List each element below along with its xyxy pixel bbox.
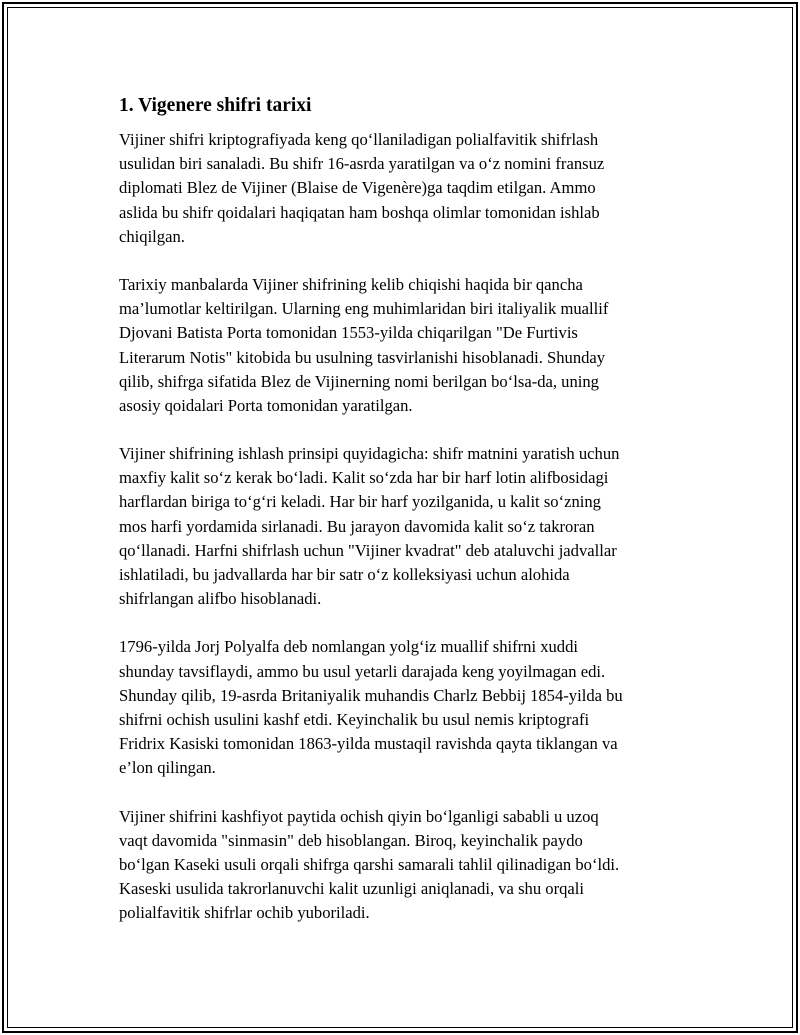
paragraph-line: Djovani Batista Porta tomonidan 1553-yilda chiqarilgan "De Furtivis — [119, 323, 578, 343]
paragraph-line: qo‘llanadi. Harfni shifrlash uchun "Vijiner kvadrat" deb ataluvchi jadvallar — [119, 540, 617, 560]
paragraph-history-sources — [119, 273, 679, 418]
paragraph-line: mos harfi yordamida sirlanadi. Bu jarayon davomida kalit so‘z takroran — [119, 516, 595, 536]
paragraph-line: polialfavitik shifrlar ochib yuboriladi. — [119, 903, 370, 923]
paragraph-line: maxfiy kalit so‘z kerak bo‘ladi. Kalit so‘zda har bir harf lotin alifbosidagi — [119, 468, 609, 488]
paragraph-line: qilib, shifrga sifatida Blez de Vijinerning nomi berilgan bo‘lsa-da, uning — [119, 371, 599, 391]
document-body — [119, 92, 679, 949]
paragraph-line: harflardan biriga to‘g‘ri keladi. Har bir harf yozilganida, u kalit so‘zning — [119, 492, 601, 512]
paragraph-line: usulidan biri sanaladi. Bu shifr 16-asrda yaratilgan va o‘z nomini fransuz — [119, 154, 605, 174]
paragraph-line: asosiy qoidalari Porta tomonidan yaratilgan. — [119, 395, 413, 415]
paragraph-line: shifrlangan alifbo hisoblanadi. — [119, 589, 322, 609]
paragraph-intro — [119, 128, 679, 249]
paragraph-line: ishlatiladi, bu jadvallarda har bir satr o‘z kolleksiyasi uchun alohida — [119, 565, 570, 584]
paragraph-line: Vijiner shifrining ishlash prinsipi quyidagicha: shifr matnini yaratish uchun — [119, 444, 620, 464]
paragraph-line: Tarixiy manbalarda Vijiner shifrining kelib chiqishi haqida bir qancha — [119, 274, 583, 294]
paragraph-line: ma’lumotlar keltirilgan. Ularning eng muhimlaridan biri italiyalik muallif — [119, 299, 609, 319]
paragraph-line: aslida bu shifr qoidalari haqiqatan ham boshqa olimlar tomonidan ishlab — [119, 202, 600, 222]
section-heading: 1. Vigenere shifri tarixi — [119, 95, 312, 116]
paragraph-line: diplomati Blez de Vijiner (Blaise de Vigenère)ga taqdim etilgan. Ammo — [119, 178, 596, 198]
paragraph-kasiski-method — [119, 805, 679, 926]
paragraph-line: Shunday qilib, 19-asrda Britaniyalik muhandis Charlz Bebbij 1854-yilda bu — [119, 685, 623, 705]
paragraph-breaking-history — [119, 635, 679, 780]
paragraph-line: bo‘lgan Kaseki usuli orqali shifrga qarshi samarali tahlil qilinadigan bo‘ldi. — [119, 854, 620, 874]
paragraph-line: Vijiner shifri kriptografiyada keng qo‘llaniladigan polialfavitik shifrlash — [119, 130, 599, 149]
paragraph-working-principle — [119, 442, 679, 611]
paragraph-line: Vijiner shifrini kashfiyot paytida ochish qiyin bo‘lganligi sababli u uzoq — [119, 806, 599, 826]
paragraph-line: Literarum Notis" kitobida bu usulning tasvirlanishi hisoblanadi. Shunday — [119, 347, 606, 367]
paragraph-line: shifrni ochish usulini kashf etdi. Keyinchalik bu usul nemis kriptografi — [119, 709, 590, 729]
paragraph-line: chiqilgan. — [119, 226, 185, 246]
paragraph-line: shunday tavsiflaydi, ammo bu usul yetarli darajada keng yoyilmagan edi. — [119, 661, 606, 681]
paragraph-line: e’lon qilingan. — [119, 758, 216, 778]
paragraph-line: Fridrix Kasiski tomonidan 1863-yilda mustaqil ravishda qayta tiklangan va — [119, 734, 618, 754]
paragraph-line: Kaseski usulida takrorlanuvchi kalit uzunligi aniqlanadi, va shu orqali — [119, 879, 584, 899]
paragraph-line: vaqt davomida "sinmasin" deb hisoblangan. Biroq, keyinchalik paydo — [119, 830, 583, 850]
paragraph-line: 1796-yilda Jorj Polyalfa deb nomlangan yolg‘iz muallif shifrni xuddi — [119, 637, 579, 657]
